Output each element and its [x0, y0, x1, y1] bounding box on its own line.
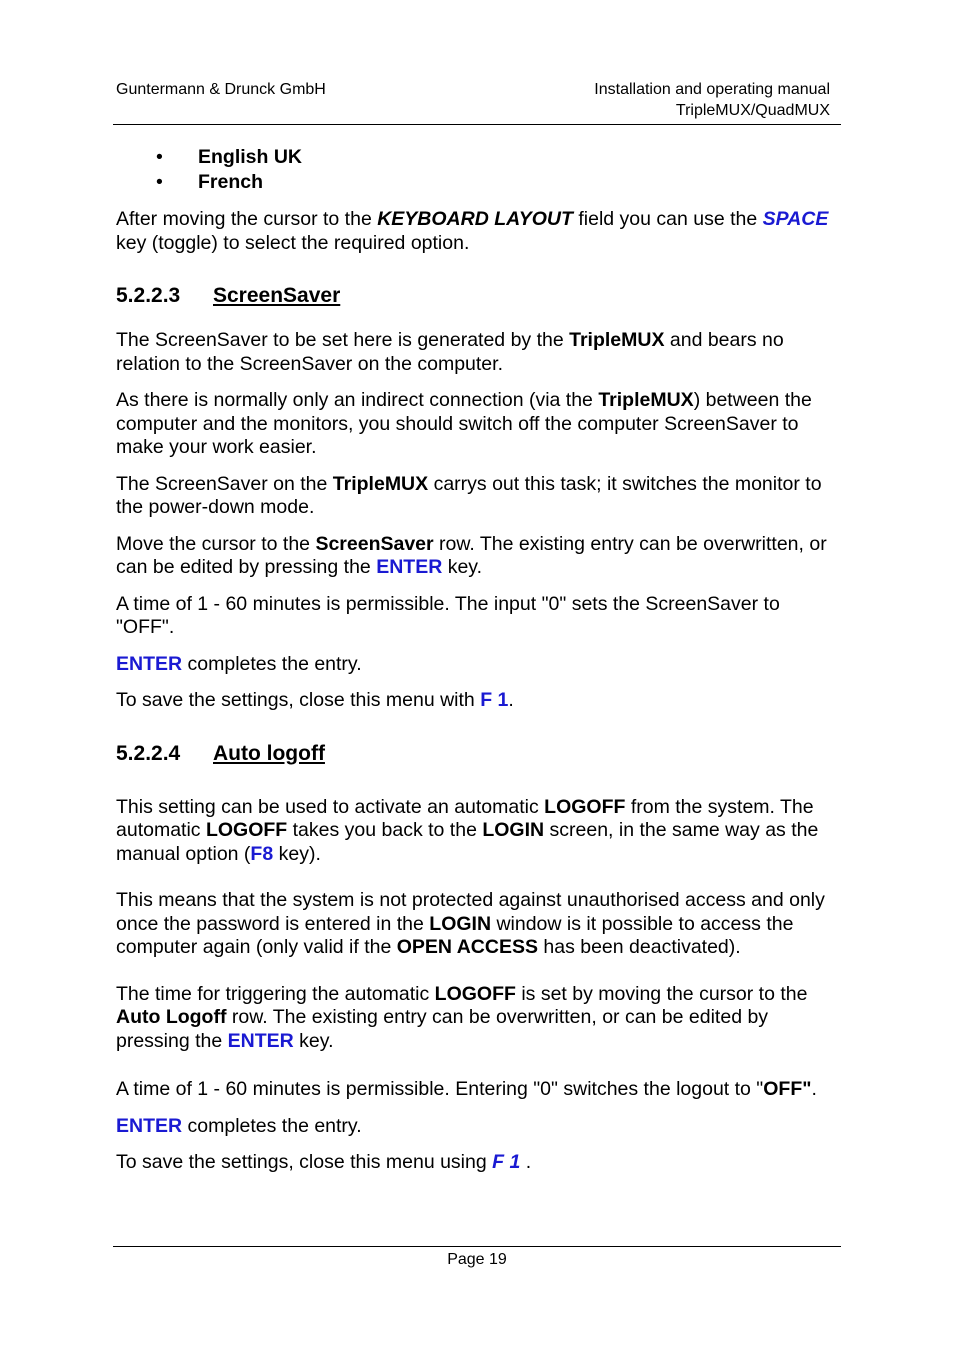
page-number: Page 19: [447, 1251, 507, 1268]
intro-paragraph: After moving the cursor to the KEYBOARD LAYOUT field you can use the SPACE key (toggle) to select the required option.: [116, 208, 829, 254]
paragraph: To save the settings, close this menu using F 1 .: [116, 1151, 532, 1173]
language-list: [116, 145, 840, 195]
bullet-icon: •: [156, 146, 163, 168]
section-heading-auto-logoff: 5.2.2.4 Auto logoff: [116, 741, 325, 765]
footer-divider: [113, 1246, 841, 1247]
paragraph: The ScreenSaver on the TripleMUX carrys out this task; it switches the monitor to the power-down mode.: [116, 472, 822, 518]
company-name: Guntermann & Drunck GmbH: [116, 81, 326, 98]
bullet-icon: •: [156, 171, 163, 193]
manual-title: [594, 79, 830, 121]
header-divider: [113, 124, 841, 125]
paragraph: A time of 1 - 60 minutes is permissible. Entering "0" switches the logout to "OFF".: [116, 1078, 817, 1100]
paragraph: ENTER completes the entry.: [116, 1114, 362, 1137]
list-item: • French: [156, 171, 264, 193]
paragraph: This setting can be used to activate an automatic LOGOFF from the system. The automatic LOGOFF takes you back to the LOGIN screen, in the same way as the manual option (F8 key).: [116, 795, 819, 865]
section-heading-screensaver: 5.2.2.3 ScreenSaver: [116, 284, 341, 307]
paragraph: This means that the system is not protected against unauthorised access and only once the password is entered in the LOGIN window is it possible to access the computer again (only valid if the OPEN ACCESS has been deactivated).: [116, 889, 825, 958]
paragraph: The ScreenSaver to be set here is generated by the TripleMUX and bears no relation to the ScreenSaver on the computer.: [116, 329, 784, 375]
paragraph: To save the settings, close this menu with F 1.: [116, 689, 514, 711]
paragraph: ENTER completes the entry.: [116, 652, 362, 675]
manual-title-line1: Installation and operating manual: [594, 81, 830, 98]
manual-title-line2: TripleMUX/QuadMUX: [675, 102, 830, 119]
paragraph: A time of 1 - 60 minutes is permissible. The input "0" sets the ScreenSaver to "OFF".: [116, 592, 780, 638]
page-body: [116, 145, 840, 1175]
paragraph: As there is normally only an indirect connection (via the TripleMUX) between the computer and the monitors, you should switch off the computer ScreenSaver to make your work easier.: [116, 389, 812, 458]
paragraph: Move the cursor to the ScreenSaver row. The existing entry can be overwritten, or can be edited by pressing the ENTER key.: [116, 532, 827, 578]
list-item: • English UK: [156, 146, 303, 168]
paragraph: The time for triggering the automatic LOGOFF is set by moving the cursor to the Auto Logoff row. The existing entry can be overwritten, or can be edited by pressing the ENTER key.: [116, 982, 808, 1052]
